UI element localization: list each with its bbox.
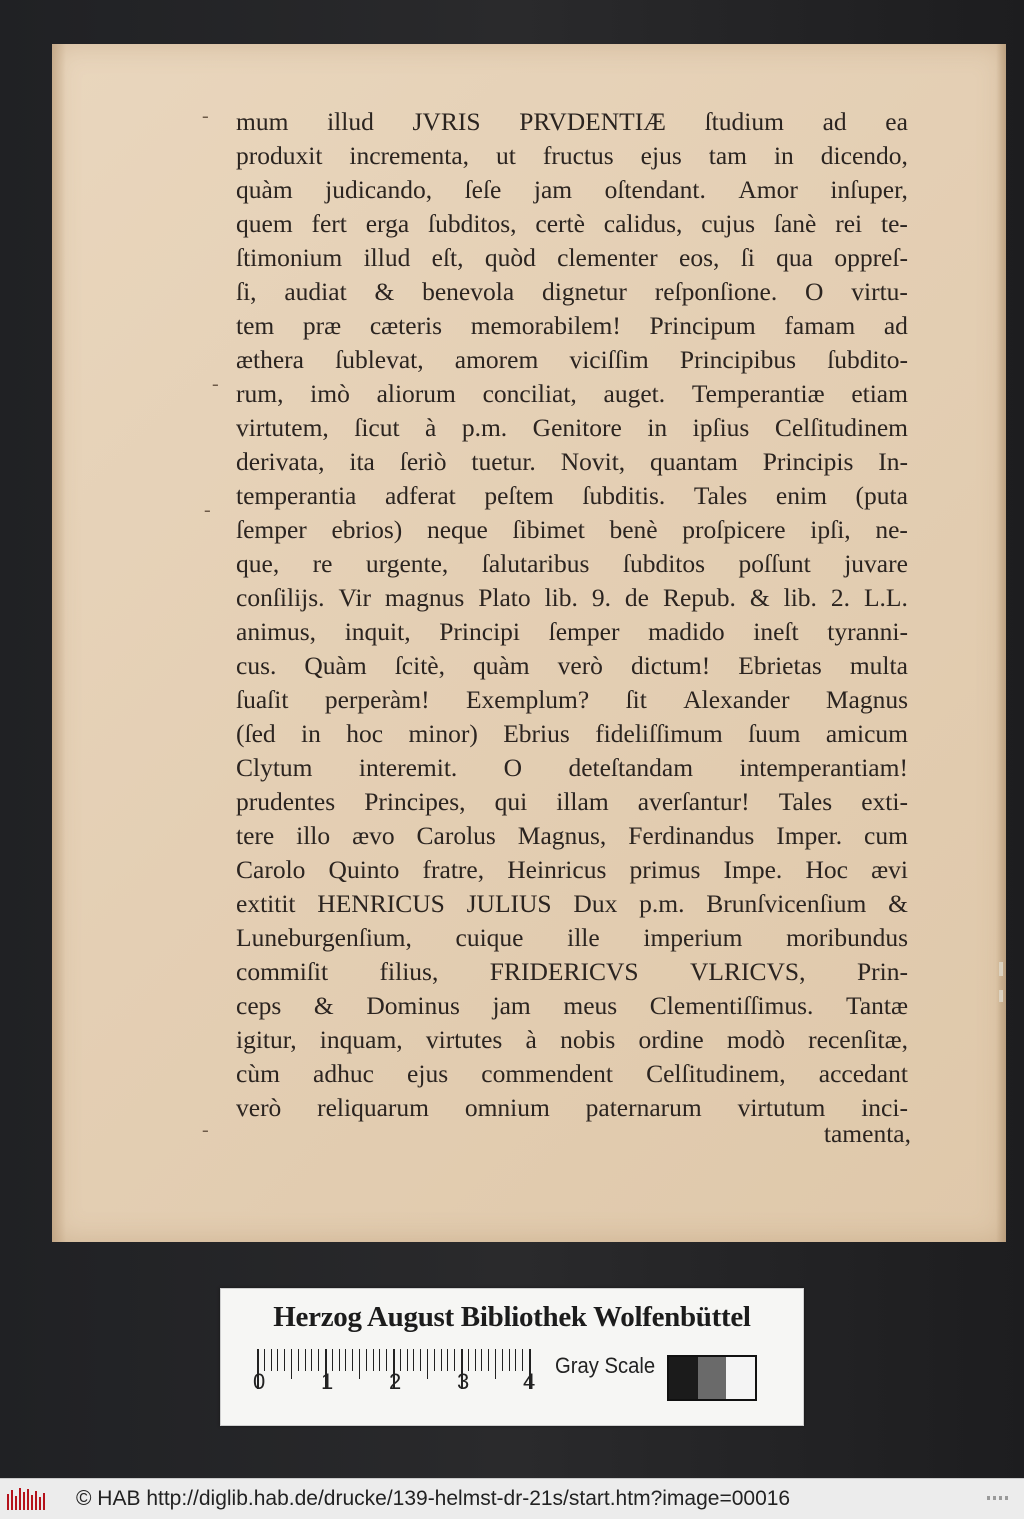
ruler-tick [332,1349,333,1371]
ruler-tick [522,1349,523,1371]
ruler-tick [318,1349,319,1371]
text-line: Clytum interemit. O deteſtandam intemperantiam! [236,753,908,782]
calibration-card [220,1288,804,1426]
text-line: commiſit filius, FRIDERICVS VLRICVS, Prin- [236,957,908,986]
text-line: virtutem, ſicut à p.m. Genitore in ipſius Celſitudinem [236,413,908,442]
ruler-tick [339,1349,340,1371]
ruler-tick [264,1349,265,1371]
text-line: tere illo ævo Carolus Magnus, Ferdinandus Imper. cum [236,821,908,850]
page-edge-right [996,44,1006,1242]
text-line: Luneburgenſium, cuique ille imperium moribundus [236,923,908,952]
text-line: extitit HENRICUS JULIUS Dux p.m. Brunſvicenſium & [236,889,908,918]
swatch-black [669,1357,698,1399]
ruler-tick [407,1349,408,1371]
ruler-tick [454,1349,455,1371]
text-line: tem præ cæteris memorabilem! Principum famam ad [236,311,908,340]
text-line: que, re urgente, ſalutaribus ſubditos poſſunt juvare [236,549,908,578]
ruler-tick [298,1349,299,1371]
ruler-tick [441,1349,442,1371]
footer-copyright-link[interactable]: © HAB http://diglib.hab.de/drucke/139-helmst-dr-21s/start.htm?image=00016 [76,1487,791,1510]
gray-scale-swatches [667,1355,757,1401]
ruler-tick [352,1349,353,1371]
ruler-tick [366,1349,367,1371]
swatch-white [726,1357,755,1399]
page-edge-mark [999,990,1003,1002]
ruler-tick [515,1349,516,1371]
text-line: ceps & Dominus jam meus Clementiſſimus. Tantæ [236,991,908,1020]
ruler-tick [434,1349,435,1371]
ruler-tick [359,1349,360,1379]
ruler-tick [373,1349,374,1371]
page-edge-mark [999,962,1003,976]
text-line: (ſed in hoc minor) Ebrius fideliſſimum ſuum amicum [236,719,908,748]
text-line: ſi, audiat & benevola dignetur reſponſione. O virtu- [236,277,908,306]
gray-scale-label: Gray Scale [555,1353,656,1378]
ruler-number: 2 [389,1369,402,1394]
ruler-tick [400,1349,401,1371]
book-page [52,44,1006,1242]
ruler-tick [271,1349,272,1371]
text-line: produxit incrementa, ut fructus ejus tam in dicendo, [236,141,908,170]
text-line: animus, inquit, Principi ſemper madido ineſt tyranni- [236,617,908,646]
text-line: Carolo Quinto fratre, Heinricus primus Impe. Hoc ævi [236,855,908,884]
text-line: temperantia adferat peſtem ſubditis. Tales enim (puta [236,481,908,510]
ruler-tick [447,1349,448,1371]
margin-dash: - [202,1119,209,1141]
text-line: cùm adhuc ejus commendent Celſitudinem, accedant [236,1059,908,1088]
margin-dash: - [212,373,219,395]
ruler-tick [413,1349,414,1371]
text-line: verò reliquarum omnium paternarum virtutum inci- [236,1093,908,1122]
margin-dash: - [204,499,211,521]
ruler-tick [468,1349,469,1371]
ruler-tick [502,1349,503,1371]
text-line: derivata, ita ſeriò tuetur. Novit, quantam Principis In- [236,447,908,476]
footer-bar [0,1478,1024,1519]
text-line: rum, imò aliorum conciliat, auget. Temperantiæ etiam [236,379,908,408]
ruler-tick [345,1349,346,1371]
ruler-tick [284,1349,285,1371]
ruler-tick [420,1349,421,1371]
text-line: igitur, inquam, virtutes à nobis ordine modò recenſitæ, [236,1025,908,1054]
margin-dash: - [202,105,209,127]
ruler-number: 1 [321,1369,334,1394]
text-line: ſuaſit perperàm! Exemplum? ſit Alexander Magnus [236,685,908,714]
ruler-tick [488,1349,489,1371]
text-line: mum illud JVRIS PRVDENTIÆ ſtudium ad ea [236,107,908,136]
ruler-tick [305,1349,306,1371]
ruler-tick [481,1349,482,1371]
text-line: quàm judicando, ſeſe jam oſtendant. Amor inſuper, [236,175,908,204]
page-text-block [236,105,908,1125]
hab-logo-icon[interactable] [6,1486,46,1512]
swatch-gray [698,1357,727,1399]
text-line: ſemper ebrios) neque ſibimet benè proſpicere ipſi, ne- [236,515,908,544]
ruler-tick [475,1349,476,1371]
catchword: tamenta, [823,1119,911,1148]
ruler-number: 3 [457,1369,470,1394]
ruler-tick [311,1349,312,1371]
ruler-tick [495,1349,496,1379]
ruler-tick [509,1349,510,1371]
text-line: prudentes Principes, qui illam averſantur! Tales exti- [236,787,908,816]
text-line: ſtimonium illud eſt, quòd clementer eos, ſi qua oppreſ- [236,243,908,272]
ruler-tick [386,1349,387,1371]
text-line: quem fert erga ſubditos, certè calidus, cujus ſanè rei te- [236,209,908,238]
ruler-tick [277,1349,278,1371]
text-line: cus. Quàm ſcitè, quàm verò dictum! Ebrietas multa [236,651,908,680]
text-line: conſilijs. Vir magnus Plato lib. 9. de Repub. & lib. 2. L.L. [236,583,908,612]
page-edge-left [52,44,66,1242]
dots-icon [986,1493,1012,1503]
ruler-number: 0 [253,1369,266,1394]
ruler-tick [291,1349,292,1379]
text-line: æthera ſublevat, amorem viciſſim Principibus ſubdito- [236,345,908,374]
ruler-tick [427,1349,428,1379]
card-title: Herzog August Bibliothek Wolfenbüttel [273,1301,751,1333]
ruler-tick [379,1349,380,1371]
ruler-number: 4 [523,1369,536,1394]
